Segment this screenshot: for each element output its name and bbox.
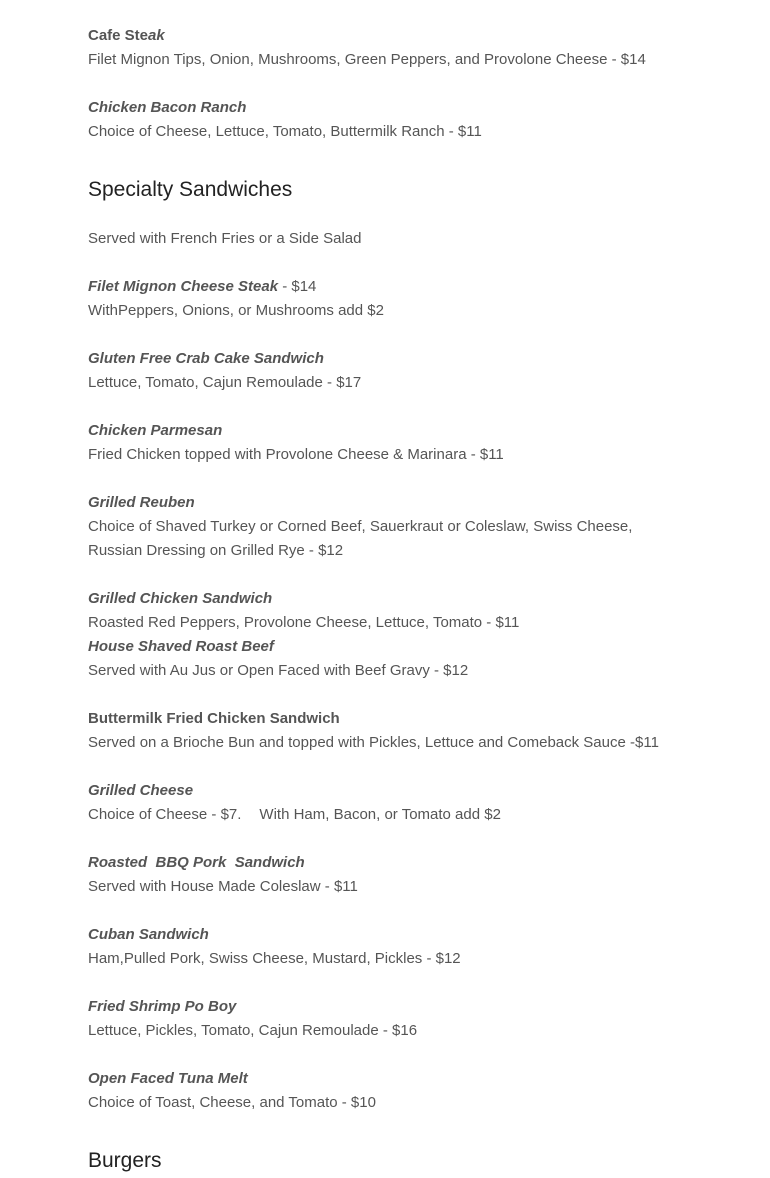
menu-item-name: Buttermilk Fried Chicken Sandwich	[88, 710, 340, 727]
menu-item-description: WithPeppers, Onions, or Mushrooms add $2	[88, 302, 384, 319]
section-note: Served with French Fries or a Side Salad	[88, 230, 362, 247]
menu-item-name: Gluten Free Crab Cake Sandwich	[88, 350, 324, 367]
menu-item-description: Russian Dressing on Grilled Rye - $12	[88, 542, 344, 559]
menu-item-description: Fried Chicken topped with Provolone Cheese & Marinara - $11	[88, 446, 504, 463]
section-heading-burgers: Burgers	[88, 1149, 162, 1172]
menu-item-name: Grilled Cheese	[88, 782, 194, 799]
menu-item-name	[88, 24, 165, 48]
menu-item-description: Choice of Cheese, Lettuce, Tomato, Buttermilk Ranch - $11	[88, 123, 482, 140]
section-heading-specialty: Specialty Sandwiches	[88, 178, 293, 201]
item-name-part: ak	[148, 27, 165, 44]
menu-item-description: Served on a Brioche Bun and topped with Pickles, Lettuce and Comeback Sauce -$11	[88, 734, 659, 751]
menu-item-description: Lettuce, Pickles, Tomato, Cajun Remoulade - $16	[88, 1022, 418, 1039]
item-name-part: Cafe Ste	[88, 27, 149, 44]
menu-item-name: Fried Shrimp Po Boy	[88, 998, 237, 1015]
item-name-part: Filet Mignon Cheese Steak	[88, 278, 279, 295]
menu-item-description: Choice of Shaved Turkey or Corned Beef, Sauerkraut or Coleslaw, Swiss Cheese,	[88, 518, 633, 535]
menu-item-name: Chicken Parmesan	[88, 422, 223, 439]
menu-item-name: Open Faced Tuna Melt	[88, 1070, 248, 1087]
menu-item-name: Cuban Sandwich	[88, 926, 209, 943]
menu-item-name: Grilled Reuben	[88, 494, 195, 511]
item-price: - $14	[278, 278, 317, 295]
menu-item-description: Filet Mignon Tips, Onion, Mushrooms, Green Peppers, and Provolone Cheese - $14	[88, 51, 646, 68]
menu-item-description	[88, 803, 501, 827]
menu-item-description: Choice of Toast, Cheese, and Tomato - $10	[88, 1094, 376, 1111]
menu-item-description: Roasted Red Peppers, Provolone Cheese, Lettuce, Tomato - $11	[88, 614, 520, 631]
menu-item-description: Lettuce, Tomato, Cajun Remoulade - $17	[88, 374, 362, 391]
menu-item-name: Chicken Bacon Ranch	[88, 99, 247, 116]
menu-item-description: Ham,Pulled Pork, Swiss Cheese, Mustard, Pickles - $12	[88, 950, 461, 967]
menu-item-name: Grilled Chicken Sandwich	[88, 590, 273, 607]
menu-item-description: Served with Au Jus or Open Faced with Beef Gravy - $12	[88, 662, 469, 679]
description-part: Choice of Cheese - $7.	[88, 806, 242, 823]
menu-item-description: Served with House Made Coleslaw - $11	[88, 878, 358, 895]
description-part: With Ham, Bacon, or Tomato add $2	[259, 806, 501, 823]
menu-item-name: Roasted BBQ Pork Sandwich	[88, 854, 305, 871]
menu-item-name: House Shaved Roast Beef	[88, 638, 274, 655]
menu-item-name	[88, 275, 316, 299]
